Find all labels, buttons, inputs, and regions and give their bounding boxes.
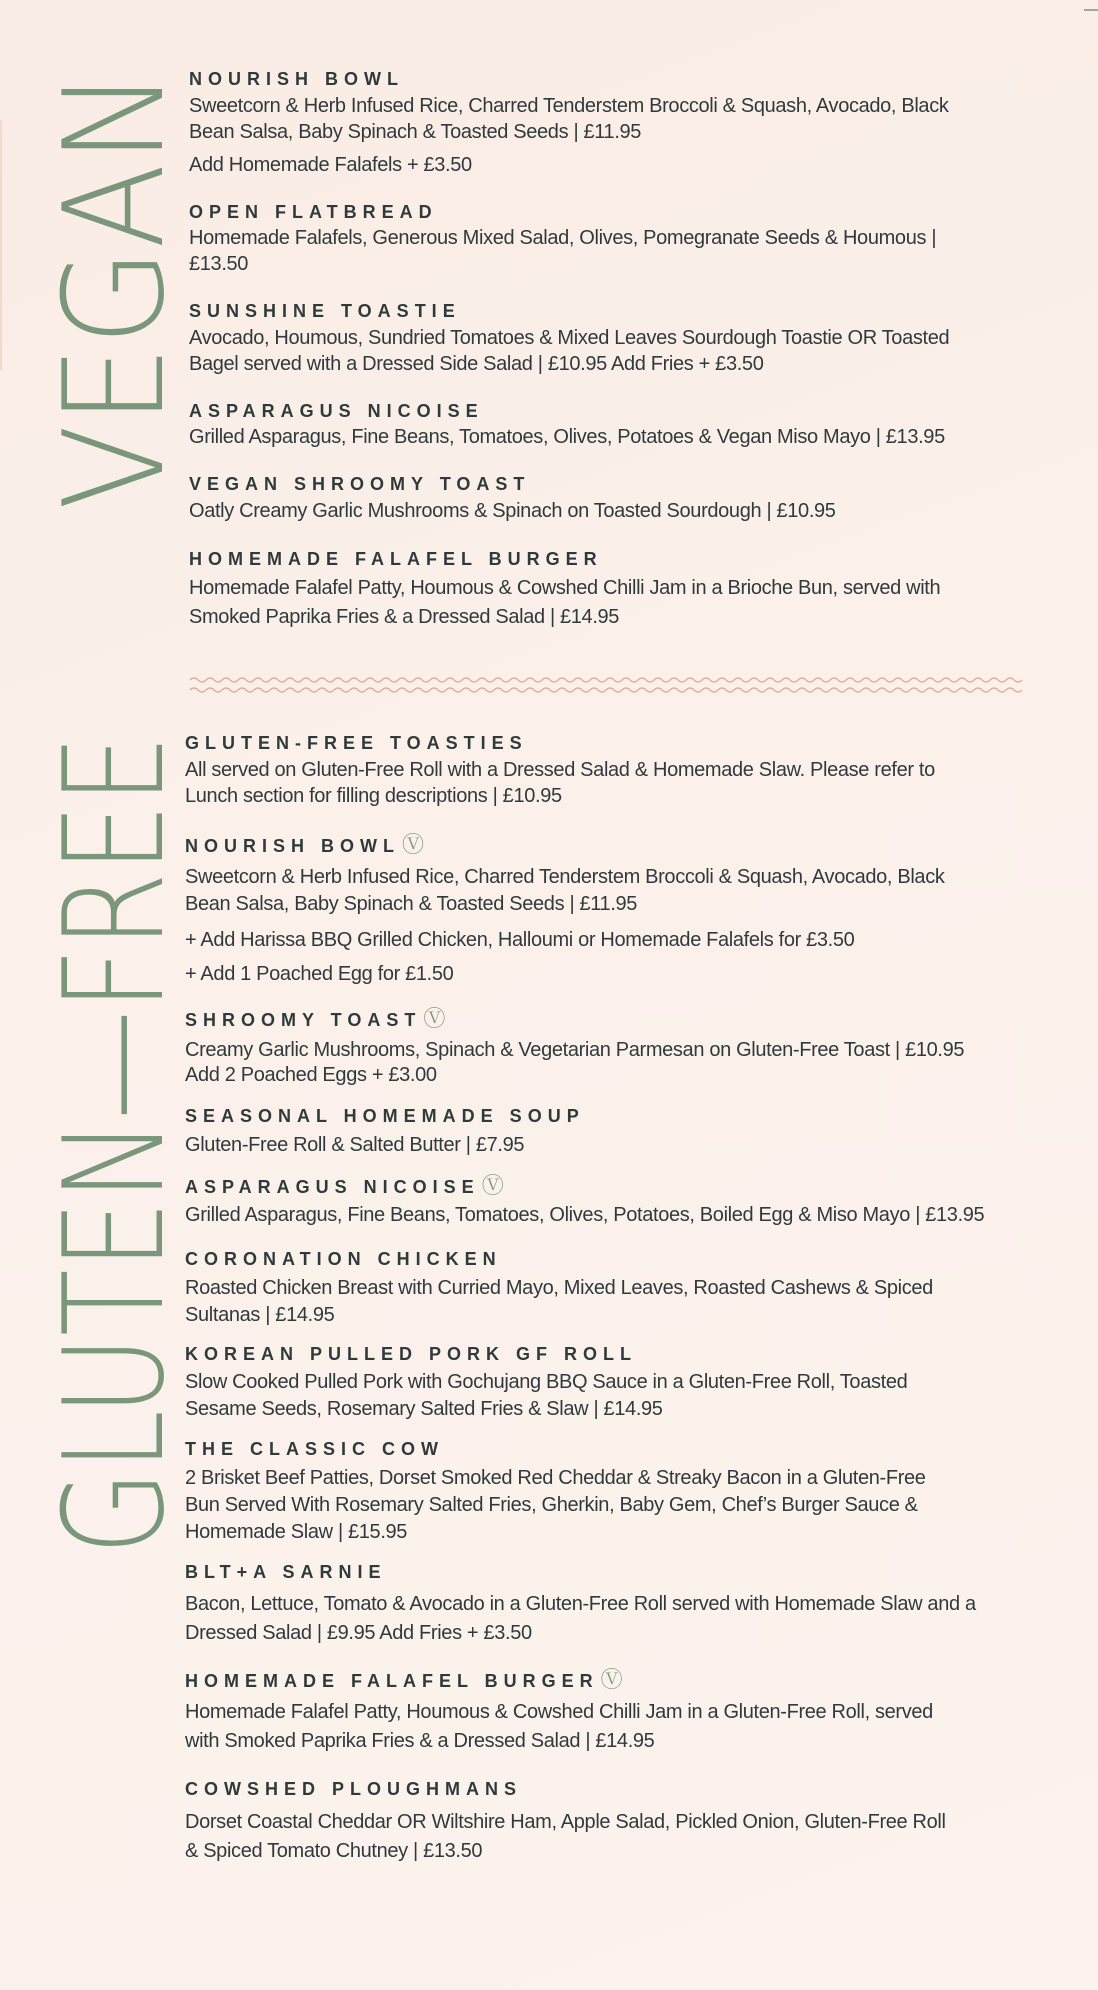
menu-item-description-line: Oatly Creamy Garlic Mushrooms & Spinach on Toasted Sourdough | £10.95 <box>189 500 836 522</box>
menu-item-title <box>189 68 404 90</box>
menu-item-description-line: Dressed Salad | £9.95 Add Fries + £3.50 <box>185 1622 532 1644</box>
menu-item-title-text: OPEN FLATBREAD <box>189 202 438 222</box>
menu-item-description-line: Bacon, Lettuce, Tomato & Avocado in a Gluten-Free Roll served with Homemade Slaw and a <box>185 1593 976 1615</box>
menu-item-title-text: ASPARAGUS NICOISE <box>185 1177 480 1197</box>
menu-item-title-text: THE CLASSIC COW <box>185 1439 444 1459</box>
menu-item-description-line: Slow Cooked Pulled Pork with Gochujang BBQ Sauce in a Gluten-Free Roll, Toasted <box>185 1371 908 1393</box>
menu-item-title <box>185 834 424 857</box>
menu-item-description-line: + Add Harissa BBQ Grilled Chicken, Halloumi or Homemade Falafels for £3.50 <box>185 929 855 951</box>
vegetarian-icon: Ⓥ <box>423 1006 446 1031</box>
menu-item-description-line: Grilled Asparagus, Fine Beans, Tomatoes, Olives, Potatoes, Boiled Egg & Miso Mayo | £13.95 <box>185 1204 985 1226</box>
menu-item-title <box>185 1175 504 1198</box>
vegetarian-icon: Ⓥ <box>402 832 425 857</box>
menu-item-title <box>185 1008 445 1031</box>
menu-item-title-text: KOREAN PULLED PORK GF ROLL <box>185 1344 637 1364</box>
menu-item-title <box>189 548 603 570</box>
menu-item-description-line: Add 2 Poached Eggs + £3.00 <box>185 1064 437 1086</box>
menu-item-description-line: All served on Gluten-Free Roll with a Dressed Salad & Homemade Slaw. Please refer to <box>185 759 935 781</box>
vegan-heading: VEGAN <box>34 23 195 510</box>
menu-item-description-line: Sultanas | £14.95 <box>185 1304 335 1326</box>
menu-item-title <box>189 473 530 495</box>
menu-item-description-line: Bun Served With Rosemary Salted Fries, Gherkin, Baby Gem, Chef’s Burger Sauce & <box>185 1494 918 1516</box>
menu-item-description-line: Add Homemade Falafels + £3.50 <box>189 154 472 176</box>
menu-item-description-line: Sesame Seeds, Rosemary Salted Fries & Slaw | £14.95 <box>185 1398 663 1420</box>
menu-item-description-line: 2 Brisket Beef Patties, Dorset Smoked Red Cheddar & Streaky Bacon in a Gluten-Free <box>185 1467 926 1489</box>
menu-item-title-text: SHROOMY TOAST <box>185 1010 422 1030</box>
menu-item-description-line: Homemade Falafel Patty, Houmous & Cowshed Chilli Jam in a Brioche Bun, served with <box>189 577 941 599</box>
menu-item-description-line: Smoked Paprika Fries & a Dressed Salad | £14.95 <box>189 606 620 628</box>
menu-item-description-line: Homemade Falafels, Generous Mixed Salad, Olives, Pomegranate Seeds & Houmous | <box>189 227 937 249</box>
menu-item-title <box>185 1105 585 1127</box>
menu-item-description-line: Gluten-Free Roll & Salted Butter | £7.95 <box>185 1134 525 1156</box>
menu-item-description-line: with Smoked Paprika Fries & a Dressed Salad | £14.95 <box>185 1730 655 1752</box>
menu-item-description-line: Sweetcorn & Herb Infused Rice, Charred Tenderstem Broccoli & Squash, Avocado, Black <box>189 95 949 117</box>
menu-item-description-line: Bean Salsa, Baby Spinach & Toasted Seeds | £11.95 <box>185 893 638 915</box>
menu-item-description-line: Sweetcorn & Herb Infused Rice, Charred Tenderstem Broccoli & Squash, Avocado, Black <box>185 866 945 888</box>
menu-item-description-line: Homemade Slaw | £15.95 <box>185 1521 408 1543</box>
menu-item-title-text: COWSHED PLOUGHMANS <box>185 1779 522 1799</box>
menu-item-description-line: Bagel served with a Dressed Side Salad | £10.95 Add Fries + £3.50 <box>189 353 764 375</box>
menu-item-title-text: NOURISH BOWL <box>185 836 400 856</box>
menu-item-title <box>185 1778 522 1800</box>
menu-item-title <box>185 1561 387 1583</box>
menu-item-description-line: Avocado, Houmous, Sundried Tomatoes & Mixed Leaves Sourdough Toastie OR Toasted <box>189 327 950 349</box>
menu-item-title-text: VEGAN SHROOMY TOAST <box>189 474 531 494</box>
wave-line <box>190 678 1022 682</box>
menu-item-description-line: Grilled Asparagus, Fine Beans, Tomatoes, Olives, Potatoes & Vegan Miso Mayo | £13.95 <box>189 426 945 448</box>
menu-item-title <box>185 732 528 754</box>
menu-item-description-line: Bean Salsa, Baby Spinach & Toasted Seeds | £11.95 <box>189 121 642 143</box>
menu-item-description-line: £13.50 <box>189 253 249 275</box>
menu-item-title-text: GLUTEN-FREE TOASTIES <box>185 733 528 753</box>
vegetarian-icon: Ⓥ <box>481 1173 504 1198</box>
gluten-free-heading: GLUTEN—FREE <box>34 514 195 1555</box>
menu-item-description-line: Creamy Garlic Mushrooms, Spinach & Vegetarian Parmesan on Gluten-Free Toast | £10.95 <box>185 1039 965 1061</box>
menu-item-title-text: CORONATION CHICKEN <box>185 1249 502 1269</box>
menu-item-title <box>189 201 438 223</box>
menu-item-title-text: HOMEMADE FALAFEL BURGER <box>185 1671 599 1691</box>
wave-line <box>190 688 1022 692</box>
vegetarian-icon: Ⓥ <box>600 1667 623 1692</box>
menu-item-title-text: NOURISH BOWL <box>189 69 404 89</box>
menu-item-title-text: BLT+A SARNIE <box>185 1562 387 1582</box>
menu-item-title-text: HOMEMADE FALAFEL BURGER <box>189 549 603 569</box>
menu-item-description-line: + Add 1 Poached Egg for £1.50 <box>185 963 454 985</box>
menu-item-title <box>185 1248 502 1270</box>
menu-item-description-line: Roasted Chicken Breast with Curried Mayo, Mixed Leaves, Roasted Cashews & Spiced <box>185 1277 933 1299</box>
menu-item-title-text: SUNSHINE TOASTIE <box>189 301 461 321</box>
menu-item-description-line: Dorset Coastal Cheddar OR Wiltshire Ham, Apple Salad, Pickled Onion, Gluten-Free Roll <box>185 1811 946 1833</box>
menu-item-title-text: SEASONAL HOMEMADE SOUP <box>185 1106 585 1126</box>
menu-item-title-text: ASPARAGUS NICOISE <box>189 401 484 421</box>
menu-item-title <box>185 1669 623 1692</box>
menu-item-title <box>185 1343 637 1365</box>
menu-item-description-line: Homemade Falafel Patty, Houmous & Cowshed Chilli Jam in a Gluten-Free Roll, served <box>185 1701 933 1723</box>
menu-item-title <box>189 400 484 422</box>
menu-item-description-line: Lunch section for filling descriptions | £10.95 <box>185 785 562 807</box>
menu-item-title <box>185 1438 444 1460</box>
menu-item-description-line: & Spiced Tomato Chutney | £13.50 <box>185 1840 483 1862</box>
menu-item-title <box>189 300 461 322</box>
